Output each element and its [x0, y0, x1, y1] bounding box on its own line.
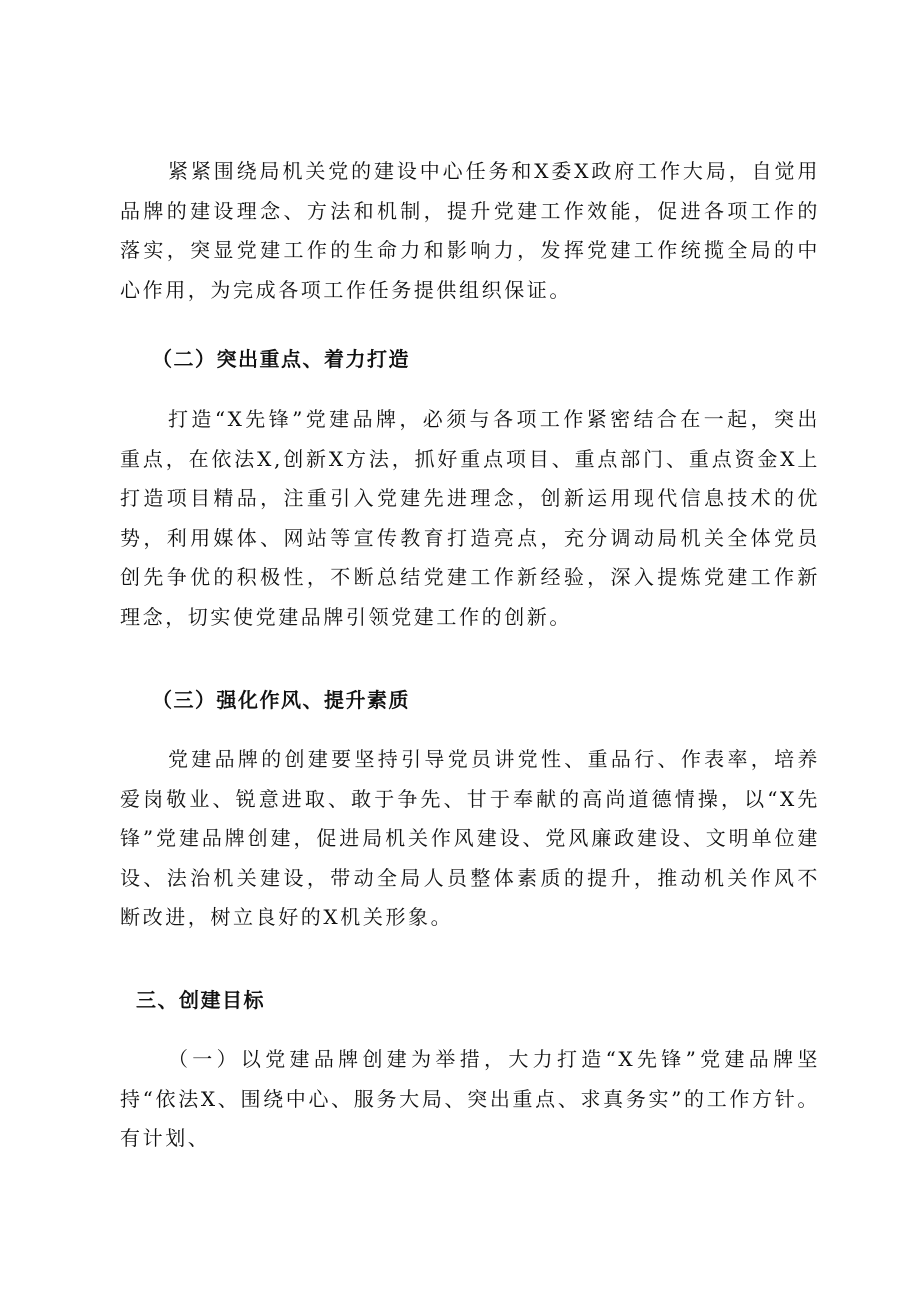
paragraph-intro: 紧紧围绕局机关党的建设中心任务和X委X政府工作大局，自觉用品牌的建设理念、方法和机制，提升党建工作效能，促进各项工作的落实，突显党建工作的生命力和影响力，发挥党建工作统揽全局的中心作用，为完成各项工作任务提供组织保证。	[120, 159, 820, 302]
heading-section-2: （二）突出重点、着力打造	[152, 347, 410, 371]
paragraph-section-3: 党建品牌的创建要坚持引导党员讲党性、重品行、作表率，培养爱岗敬业、锐意进取、敢于争先、甘于奉献的高尚道德情操，以“X先锋”党建品牌创建，促进局机关作风建设、党风廉政建设、文明单位建设、法治机关建设，带动全局人员整体素质的提升，推动机关作风不断改进，树立良好的X机关形象。	[120, 747, 820, 929]
paragraph-section-2: 打造“X先锋”党建品牌，必须与各项工作紧密结合在一起，突出重点，在依法X,创新X方法，抓好重点项目、重点部门、重点资金X上打造项目精品，注重引入党建先进理念，创新运用现代信息技术的优势，利用媒体、网站等宣传教育打造亮点，充分调动局机关全体党员创先争优的积极性，不断总结党建工作新经验，深入提炼党建工作新理念，切实使党建品牌引领党建工作的创新。	[120, 407, 820, 629]
heading-goals: 三、创建目标	[136, 988, 265, 1012]
heading-section-3: （三）强化作风、提升素质	[152, 688, 410, 712]
paragraph-goal-1: （一）以党建品牌创建为举措，大力打造“X先锋”党建品牌坚持“依法X、围绕中心、服务大局、突出重点、求真务实”的工作方针。有计划、	[120, 1047, 820, 1150]
